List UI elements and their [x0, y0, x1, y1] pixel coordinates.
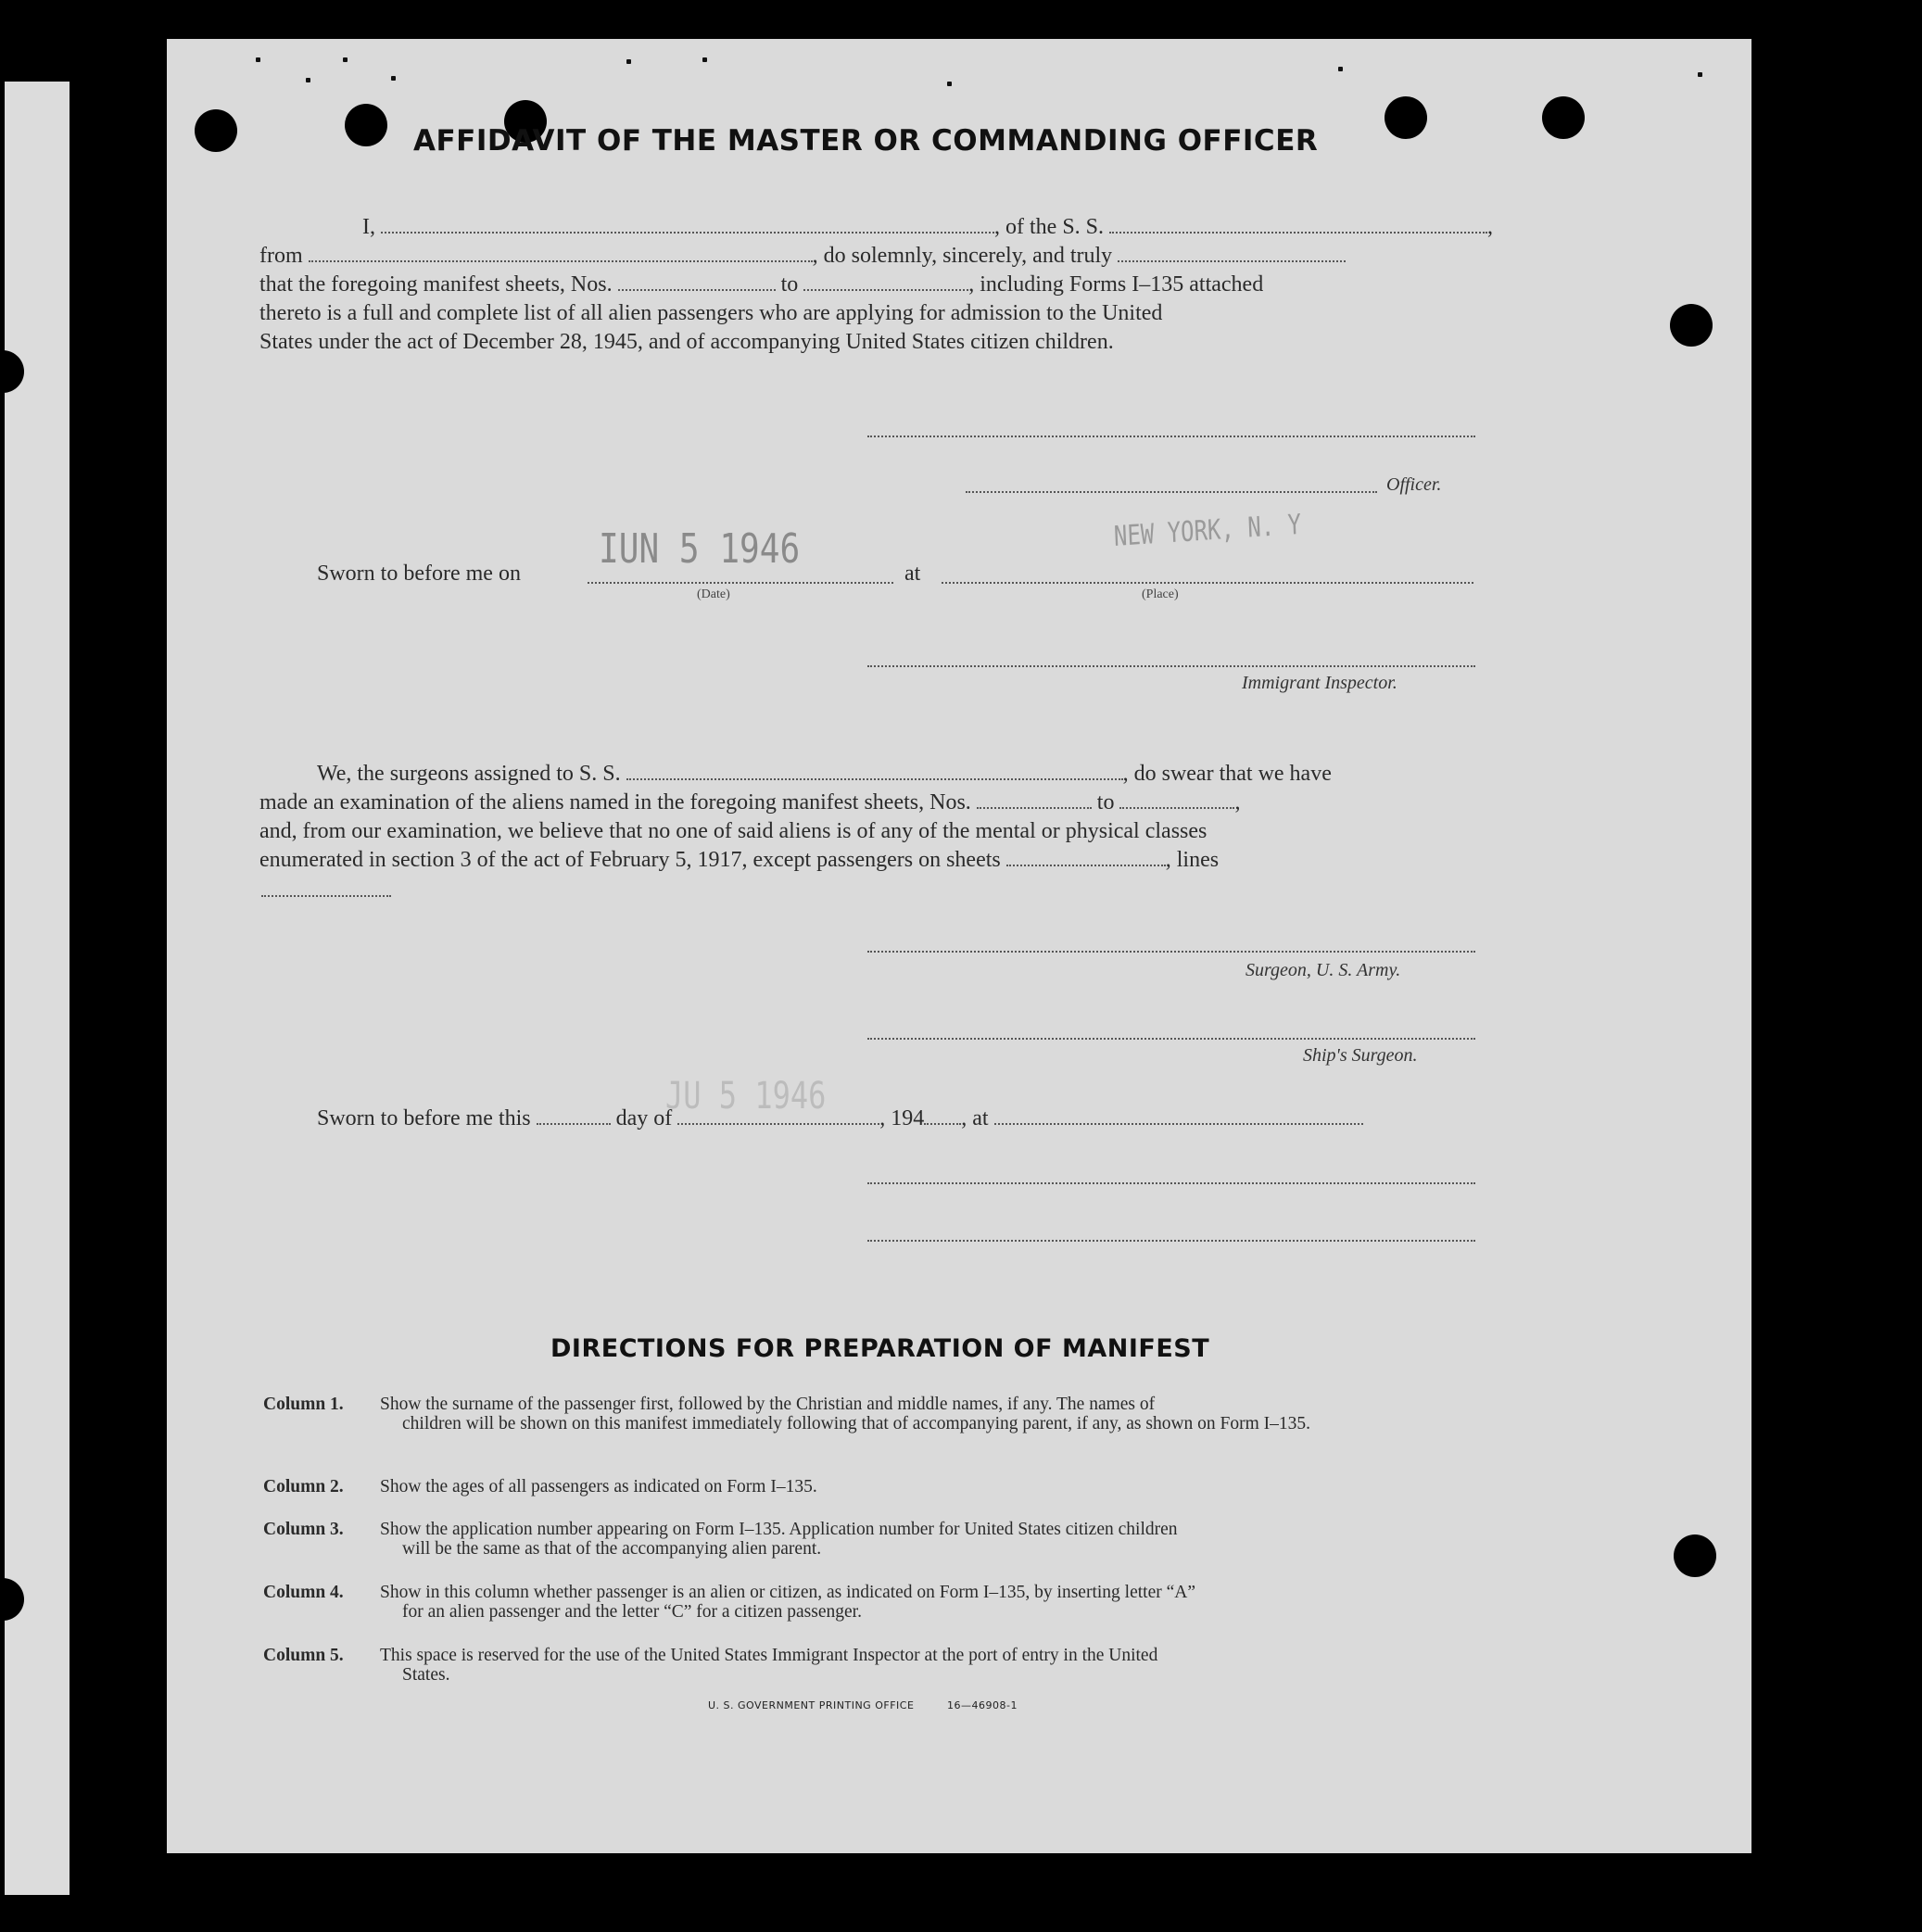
direction-column-1: Column 1. Show the surname of the passenger first, followed by the Christian and middle names, if any. The names of children will be shown on this manifest immediately following that of accompanying parent, if any, as shown on Form I–135. [263, 1395, 1311, 1433]
date-stamp: IUN 5 1946 [599, 525, 801, 573]
punch-hole [1670, 304, 1713, 347]
surgeons-line-1: We, the surgeons assigned to S. S. , do swear that we have [317, 762, 1332, 786]
army-surgeon-signature-line[interactable] [867, 951, 1475, 953]
sworn2-title-line[interactable] [867, 1240, 1475, 1242]
punch-hole [1385, 96, 1427, 139]
form-title: AFFIDAVIT OF THE MASTER OR COMMANDING OFFICER [413, 124, 1319, 158]
place-caption: (Place) [1142, 587, 1179, 601]
punch-hole [1674, 1534, 1716, 1577]
master-name-blank[interactable] [381, 215, 994, 234]
speck [343, 57, 348, 62]
sworn-date-line[interactable] [588, 582, 893, 584]
speck [1698, 72, 1702, 77]
direction-column-2: Column 2. Show the ages of all passengers as indicated on Form I–135. [263, 1477, 817, 1496]
direction-column-4: Column 4. Show in this column whether passenger is an alien or citizen, as indicated on Form I–135, by inserting letter “A” for an alien passenger and the letter “C” for a citizen passenger. [263, 1583, 1195, 1622]
speck [391, 76, 396, 81]
form-code: 16—46908-1 [947, 1699, 1018, 1711]
surgeons-line-2: made an examination of the aliens named in the foregoing manifest sheets, Nos. to , [259, 790, 1241, 814]
affidavit-line-5: States under the act of December 28, 1945, and of accompanying United States citizen children. [259, 330, 1114, 354]
surgeons-sheet-to-blank[interactable] [1119, 790, 1234, 809]
column-label: Column 5. [263, 1646, 344, 1665]
place-stamp: NEW YORK, N. Y [1113, 508, 1302, 553]
ship-surgeon-label: Ship's Surgeon. [1303, 1045, 1418, 1066]
sworn-this-label: Sworn to before me this day of , 194 , at [317, 1105, 1363, 1133]
sworn-place-line[interactable] [942, 582, 1473, 584]
surgeons-line-3: and, from our examination, we believe that no one of said aliens is of any of the mental or physical classes [259, 819, 1208, 843]
army-surgeon-label: Surgeon, U. S. Army. [1246, 960, 1401, 980]
column-label: Column 4. [263, 1583, 344, 1602]
ship-name-blank[interactable] [1109, 215, 1487, 234]
affidavit-line-1: I, , of the S. S. , [362, 215, 1494, 239]
officer-title-line[interactable] [966, 491, 1377, 493]
punch-hole [1542, 96, 1585, 139]
column-label: Column 1. [263, 1395, 344, 1414]
manifest-form-page [167, 39, 1751, 1853]
speck [626, 59, 631, 64]
lines-blank[interactable] [261, 895, 391, 897]
sheet-to-blank[interactable] [803, 272, 968, 291]
speck [306, 78, 310, 82]
port-from-blank[interactable] [309, 244, 813, 262]
sworn2-place-blank[interactable] [994, 1106, 1363, 1125]
speck [702, 57, 707, 62]
sworn2-signature-line[interactable] [867, 1182, 1475, 1184]
except-sheets-blank[interactable] [1006, 848, 1166, 866]
date-caption: (Date) [697, 587, 730, 601]
inspector-label: Immigrant Inspector. [1242, 673, 1397, 693]
inspector-signature-line[interactable] [867, 665, 1475, 667]
speck [256, 57, 260, 62]
direction-column-5: Column 5. This space is reserved for the use of the United States Immigrant Inspector at the port of entry in the United States. [263, 1646, 1158, 1685]
column-label: Column 2. [263, 1477, 344, 1496]
swear-blank[interactable] [1118, 244, 1346, 262]
direction-column-3: Column 3. Show the application number appearing on Form I–135. Application number for United States citizen children will be the same as that of the accompanying alien parent. [263, 1520, 1178, 1559]
punch-hole [195, 109, 237, 152]
surgeons-sheet-from-blank[interactable] [977, 790, 1092, 809]
sworn-at-label: at [904, 562, 921, 586]
surgeons-ship-blank[interactable] [626, 762, 1123, 780]
directions-title: DIRECTIONS FOR PREPARATION OF MANIFEST [550, 1334, 1210, 1363]
day-blank[interactable] [537, 1106, 611, 1125]
sworn-on-label: Sworn to before me on [317, 562, 521, 586]
column-label: Column 3. [263, 1520, 344, 1539]
officer-label: Officer. [1386, 474, 1442, 495]
affidavit-line-2: from , do solemnly, sincerely, and truly [259, 242, 1346, 271]
faint-date-stamp: JU 5 1946 [665, 1075, 827, 1118]
ship-surgeon-signature-line[interactable] [867, 1038, 1475, 1040]
year-blank[interactable] [924, 1106, 961, 1125]
surgeons-line-4: enumerated in section 3 of the act of February 5, 1917, except passengers on sheets , lines [259, 848, 1220, 872]
printer-imprint: U. S. GOVERNMENT PRINTING OFFICE [708, 1699, 915, 1711]
speck [947, 82, 952, 86]
officer-signature-line[interactable] [867, 436, 1475, 437]
sheet-from-blank[interactable] [618, 272, 776, 291]
affidavit-line-4: thereto is a full and complete list of all alien passengers who are applying for admission to the United [259, 301, 1163, 325]
punch-hole [345, 104, 387, 146]
affidavit-line-3: that the foregoing manifest sheets, Nos. to , including Forms I–135 attached [259, 272, 1264, 297]
speck [1338, 67, 1343, 71]
